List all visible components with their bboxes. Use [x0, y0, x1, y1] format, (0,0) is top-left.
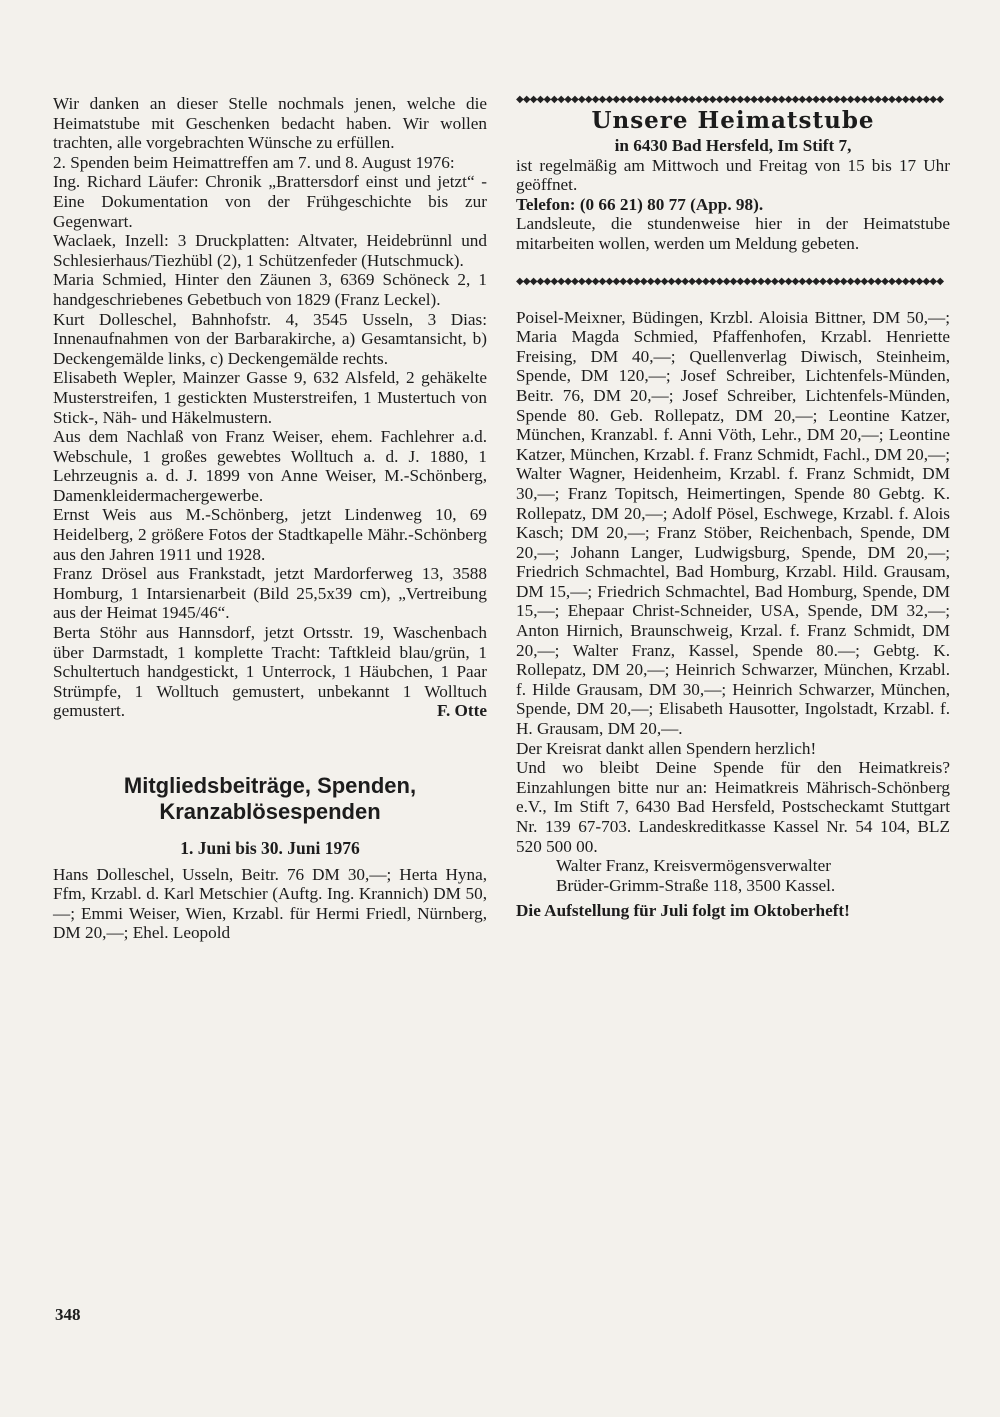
box-hours: ist regelmäßig am Mittwoch und Freitag von 15 bis 17 Uhr geöffnet.	[516, 155, 950, 195]
thanks-text: Der Kreisrat dankt allen Spendern herzlich!	[516, 738, 817, 758]
closing-note: Die Aufstellung für Juli folgt im Oktoberheft!	[516, 901, 850, 921]
gift-entry: Kurt Dolleschel, Bahnhofstr. 4, 3545 Usseln, 3 Dias: Innenaufnahmen von der Barbarakirche, a) Gesamtansicht, b) Deckengemälde links, c) Deckengemälde rechts.	[53, 309, 487, 368]
section-text: Hans Dolleschel, Usseln, Beitr. 76 DM 30,—; Herta Hyna, Ffm, Krzabl. d. Karl Metschier (Auftg. Ing. Krannich) DM 50,—; Emmi Weiser, Wien, Krzabl. für Hermi Friedl, Nürnberg, DM 20,—; Ehel. Leopold	[53, 864, 487, 943]
donations-heading: 2. Spenden beim Heimattreffen am 7. und 8. August 1976:	[53, 152, 455, 172]
section-date: 1. Juni bis 30. Juni 1976	[180, 838, 360, 858]
box-appeal: Landsleute, die stundenweise hier in der Heimatstube mitarbeiten wollen, werden um Meldung gebeten.	[516, 214, 950, 253]
intro-paragraph: Wir danken an dieser Stelle nochmals jenen, welche die Heimatstube mit Geschenken bedacht haben. Wir wollen trachten, alle vorgebrachten Wünsche zu erfüllen.	[53, 94, 487, 153]
section-heading-line1: Mitgliedsbeiträge, Spenden,	[123, 773, 417, 798]
gift-entry: Ing. Richard Läufer: Chronik „Brattersdorf einst und jetzt“ - Eine Dokumentation von der Frühgeschichte bis zur Gegenwart.	[53, 172, 487, 231]
donation-list: Poisel-Meixner, Büdingen, Krzbl. Aloisia Bittner, DM 50,—; Maria Magda Schmied, Pfaffenhofen, Krzabl. Henriette Freising, DM 40,—; Quellenverlag Diwisch, Steinheim, Spende, DM 120,—; Josef Schreiber, Lichtenfels-Münden, Beitr. 76, DM 20,—; Josef Schreiber, Lichtenfels-Münden, Spende 80. Geb. Rollepatz, DM 20,—; Leontine Katzer, München, Kranzabl. f. Anni Vöth, Lehr., DM 20,—; Leontine Katzer, München, Krzabl. f. Franz Schmidt, Fachl., DM 20,—; Walter Wagner, Heidenheim, Krzabl. f. Franz Schmidt, DM 30,—; Franz Topitsch, Heimertingen, Spende 80 Gebtg. K. Rollepatz, DM 20,—; Adolf Pösel, Eschwege, Krzabl. f. Alois Kasch; DM 20,—; Franz Stöber, Reichenbach, Spende, DM 20,—; Johann Langer, Ludwigsburg, Spende, DM 20,—; Friedrich Schmachtel, Bad Homburg, Krzabl. Hild. Grausam, DM 15,—; Friedrich Schmachtel, Bad Homburg, Spende, DM 15,—; Ehepaar Christ-Schneider, USA, Spende, DM 32,—; Anton Hirnich, Braunschweig, Krzal. f. Franz Schmidt, DM 20,—; Walter Franz, Kassel, Spende 80.—; Gebtg. K. Rollepatz, DM 20,—; Heinrich Schwarzer, München, Krzabl. f. Hilde Grausam, DM 30,—; Heinrich Schwarzer, München, Spende, DM 20,—; Elisabeth Hausotter, Ingolstadt, Krzabl. f. H. Grausam, DM 20,—.	[516, 307, 950, 739]
left-column	[53, 94, 487, 943]
gift-entry: Franz Drösel aus Frankstadt, jetzt Mardorferweg 13, 3588 Homburg, 1 Intarsienarbeit (Bild 25,5x39 cm), „Vertreibung aus der Heimat 1945/46“.	[53, 564, 487, 623]
box-address: in 6430 Bad Hersfeld, Im Stift 7,	[614, 136, 852, 155]
gift-entry: Waclaek, Inzell: 3 Druckplatten: Altvater, Heidebrünnl und Schlesierhaus/Tiezhübl (2), 1 Schützenfeder (Hutschmuck).	[53, 231, 487, 270]
donation-appeal: Und wo bleibt Deine Spende für den Heimatkreis? Einzahlungen bitte nur an: Heimatkreis Mährisch-Schönberg e.V., Im Stift 7, 6430 Bad Hersfeld, Postscheckamt Stuttgart Nr. 139 67-703. Landeskreditkasse Kassel Nr. 54 104, BLZ 520 500 00.	[516, 758, 950, 856]
signer-line1: Walter Franz, Kreisvermögensverwalter	[556, 856, 831, 876]
diamond-border-top: ◆◆◆◆◆◆◆◆◆◆◆◆◆◆◆◆◆◆◆◆◆◆◆◆◆◆◆◆◆◆◆◆◆◆◆◆◆◆◆◆◆◆◆◆◆◆◆◆◆◆◆◆◆◆◆◆◆◆◆◆◆◆	[516, 94, 944, 105]
gift-entry: Ernst Weis aus M.-Schönberg, jetzt Lindenweg 10, 69 Heidelberg, 2 größere Fotos der Stadtkapelle Mähr.-Schönberg aus den Jahren 1911 und 1928.	[53, 505, 487, 564]
page-number: 348	[55, 1305, 81, 1324]
right-column	[516, 94, 950, 921]
diamond-border-bottom: ◆◆◆◆◆◆◆◆◆◆◆◆◆◆◆◆◆◆◆◆◆◆◆◆◆◆◆◆◆◆◆◆◆◆◆◆◆◆◆◆◆◆◆◆◆◆◆◆◆◆◆◆◆◆◆◆◆◆◆◆◆◆	[516, 275, 944, 287]
gift-entry: Elisabeth Wepler, Mainzer Gasse 9, 632 Alsfeld, 2 gehäkelte Musterstreifen, 1 gestickten Musterstreifen, 1 Mustertuch von Stick-, Näh- und Häkelmustern.	[53, 368, 487, 427]
signer-line2: Brüder-Grimm-Straße 118, 3500 Kassel.	[556, 875, 836, 895]
box-phone: Telefon: (0 66 21) 80 77 (App. 98).	[516, 194, 764, 214]
section-heading-line2: Kranzablösespenden	[159, 799, 381, 824]
gift-entry: Aus dem Nachlaß von Franz Weiser, ehem. Fachlehrer a.d. Webschule, 1 großes gewebtes Wolltuch a. d. J. 1880, 1 Lehrzeugnis a. d. J. 1899 von Anne Weiser, M.-Schönberg, Damenkleidermachergewerbe.	[53, 427, 487, 505]
box-title: Unsere Heimatstube	[591, 107, 875, 134]
gift-entry: Maria Schmied, Hinter den Zäunen 3, 6369 Schöneck 2, 1 handgeschriebenes Gebetbuch von 1829 (Franz Leckel).	[53, 270, 487, 309]
gift-entry: Berta Stöhr aus Hannsdorf, jetzt Ortsstr. 19, Waschenbach über Darmstadt, 1 komplette Tracht: Taftkleid blau/grün, 1 Schultertuch handgestickt, 1 Unterrock, 1 Häubchen, 1 Paar Strümpfe, 1 Wolltuch gemustert, unbekannt 1 Wolltuch gemustert.	[53, 623, 487, 721]
signature: F. Otte	[437, 701, 487, 721]
